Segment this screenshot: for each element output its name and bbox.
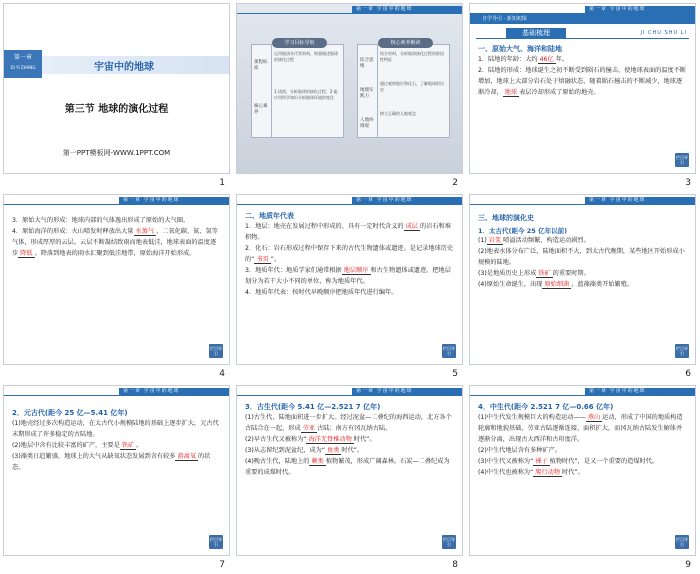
panel-text: 通过观察地层和化石，了解地球的历史 bbox=[380, 81, 444, 92]
paragraph bbox=[478, 235, 687, 246]
side-label: 核心素养 bbox=[254, 104, 268, 115]
text: (2)中生代地层含有多种矿产。 bbox=[478, 447, 562, 454]
text: (3)是地质历史上形成 bbox=[478, 270, 537, 277]
text: (2)早古生代又被称为“ bbox=[245, 436, 307, 443]
paragraph bbox=[12, 226, 221, 259]
text: 植物时代”，是又一个重要的造煤时代。 bbox=[549, 458, 659, 465]
panel-text: 运用地质年代等资料，简要描述地球的演化过程 bbox=[274, 51, 338, 62]
slide-7[interactable] bbox=[3, 385, 230, 556]
header-line bbox=[237, 13, 462, 14]
nav-corner-button[interactable]: 栏目导引 bbox=[210, 537, 222, 547]
slide-thumbnail-8[interactable] bbox=[233, 382, 466, 573]
slide-thumbnail-1[interactable] bbox=[0, 0, 233, 191]
slide-number: 1 bbox=[219, 178, 225, 188]
slide-number: 6 bbox=[685, 369, 691, 379]
paragraph bbox=[245, 456, 454, 478]
slide-8[interactable] bbox=[236, 385, 463, 556]
slide-thumbnail-9[interactable] bbox=[466, 382, 699, 573]
paragraph bbox=[245, 265, 454, 287]
section-tab: 自学导引 · 新知初探 bbox=[482, 16, 527, 22]
core-literacy-panel bbox=[357, 40, 450, 138]
slide-1[interactable] bbox=[3, 3, 230, 174]
paragraph bbox=[478, 54, 687, 65]
slide-thumbnail-6[interactable] bbox=[466, 191, 699, 382]
answer-blank: 爬行动物 bbox=[535, 469, 561, 476]
slide-content bbox=[478, 44, 687, 98]
slide-thumbnail-7[interactable] bbox=[0, 382, 233, 573]
slide-thumbnail-4[interactable] bbox=[0, 191, 233, 382]
text: 的岩石和堆积物。 bbox=[245, 223, 451, 241]
side-label: 地理实践力 bbox=[360, 88, 374, 99]
header-line bbox=[237, 204, 462, 205]
answer-blank: 降低 bbox=[20, 250, 33, 257]
panel-body bbox=[274, 51, 340, 101]
subsection-label: 基础梳理 bbox=[506, 28, 566, 39]
text: (4)中生代也被称为“ bbox=[478, 469, 534, 476]
header-bar: 第一章 宇宙中的地球 bbox=[585, 6, 695, 13]
slide-6[interactable] bbox=[469, 194, 696, 365]
slide-header bbox=[4, 386, 229, 396]
text: 的状态。 bbox=[12, 453, 211, 471]
subsection-line bbox=[476, 38, 689, 39]
answer-blank: 蕨类 bbox=[311, 458, 324, 465]
text: (1)中生代发生规模巨大的构造运动—— bbox=[478, 414, 586, 421]
subsection-heading: 4．中生代(距今 2.521 7 亿—0.66 亿年) bbox=[478, 403, 614, 411]
nav-corner-button[interactable]: 栏目导引 bbox=[443, 346, 455, 356]
nav-corner-button[interactable]: 栏目导引 bbox=[676, 537, 688, 547]
text: (3)藻类日趋繁盛，地球上的大气从缺氧状态发展到含有较多 bbox=[12, 453, 176, 460]
text: (2)地层中含有比较丰富的矿产，主要是 bbox=[12, 442, 120, 449]
nav-corner-button[interactable]: 栏目导引 bbox=[443, 537, 455, 547]
answer-blank: 铁矿 bbox=[538, 270, 551, 277]
section-heading: 二、地质年代表 bbox=[245, 212, 294, 220]
header-line bbox=[470, 395, 695, 396]
slide-header bbox=[237, 386, 462, 396]
section-heading: 三、地球的演化史 bbox=[478, 214, 534, 222]
badge-line-1: 第一章 bbox=[13, 54, 32, 61]
header-bar: 第一章 宇宙中的地球 bbox=[352, 6, 462, 13]
slide-content bbox=[478, 213, 687, 290]
text: 植物繁茂，形成广阔森林。石炭—二叠纪成为重要的成煤时代。 bbox=[245, 458, 450, 476]
slide-header bbox=[237, 195, 462, 205]
slide-number: 3 bbox=[685, 178, 691, 188]
panel-body bbox=[380, 51, 446, 117]
slide-number: 8 bbox=[452, 560, 458, 570]
text: 时代”。 bbox=[341, 447, 364, 454]
paragraph bbox=[245, 445, 454, 456]
panel-side bbox=[252, 45, 272, 137]
slide-5[interactable] bbox=[236, 194, 463, 365]
text: 4．原始海洋的形成：火山喷发时释放出大量 bbox=[12, 228, 134, 235]
slide-thumbnail-5[interactable] bbox=[233, 191, 466, 382]
header-bar: 第一章 宇宙中的地球 bbox=[585, 197, 695, 204]
slide-header bbox=[237, 4, 462, 14]
text: 。 bbox=[136, 442, 143, 449]
text: (4)原始生命诞生，出现 bbox=[478, 281, 543, 288]
subsection-pinyin: JI CHU SHU LI bbox=[640, 30, 687, 36]
section-heading: 一、原始大气、海洋和陆地 bbox=[478, 45, 562, 53]
text: 和古生物遗体或遗迹，把地层划分为若干大小不同的单位，称为地质年代。 bbox=[245, 267, 451, 285]
header-line bbox=[4, 395, 229, 396]
answer-blank: 水蒸气 bbox=[135, 228, 155, 235]
side-label: 综合思维 bbox=[360, 58, 374, 69]
text: (2)地表水体分布广泛，陆地面积不大，到太古代晚期，某些地区开始形成小规模的陆地。 bbox=[478, 248, 685, 266]
panel-text: 1.读图，分析地球的演化过程；2.能应用所学知识分析地球环境的变化 bbox=[274, 89, 338, 100]
panel-side bbox=[358, 45, 378, 137]
answer-blank: 原始细菌 bbox=[544, 281, 570, 288]
text: 时代”。 bbox=[353, 436, 376, 443]
panel-heading: 核心素养解读 bbox=[378, 38, 433, 48]
slide-number: 9 bbox=[685, 560, 691, 570]
slide-header bbox=[4, 195, 229, 205]
paragraph bbox=[245, 243, 454, 265]
text: 年。 bbox=[555, 56, 569, 63]
slide-content bbox=[478, 402, 687, 478]
text: 、二氧化碳、氮、氢等气体，形成厚厚的云层。云层不断凝结致雨而地表低洼，地球表面的温度逐步 bbox=[12, 228, 218, 257]
text: 1．陆地的年龄：大约 bbox=[478, 56, 538, 63]
text: (1) bbox=[478, 237, 487, 244]
side-label: 人地协调观 bbox=[360, 118, 374, 129]
text: ”。 bbox=[270, 256, 281, 263]
text: 古陆；南方有冈瓦纳古陆。 bbox=[317, 425, 392, 432]
paragraph bbox=[478, 268, 687, 279]
slide-2[interactable] bbox=[236, 3, 463, 174]
answer-blank: 裸子 bbox=[535, 458, 548, 465]
subsection-heading: 1．太古代(距今 25 亿年以前) bbox=[478, 227, 568, 235]
answer-blank: 游离氧 bbox=[177, 453, 197, 460]
slide-content bbox=[12, 408, 221, 473]
paragraph bbox=[478, 456, 687, 467]
text: (3)中生代又被称为“ bbox=[478, 458, 534, 465]
paragraph bbox=[478, 412, 687, 445]
paragraph bbox=[478, 467, 687, 478]
slide-header bbox=[470, 386, 695, 396]
text: 表层冷却形成了原始的地壳。 bbox=[519, 89, 600, 96]
paragraph bbox=[245, 434, 454, 445]
slide-header bbox=[470, 4, 695, 14]
text: 运动，形成了中国的地质构造轮廓和地貌基础，劳亚古陆逐渐连接，面积扩大，而冈瓦纳古陆发生解体并逐渐分离，出现古大西洋和古印度洋。 bbox=[478, 414, 683, 443]
slide-thumbnail-3[interactable] bbox=[466, 0, 699, 191]
header-line bbox=[237, 395, 462, 396]
panel-text: 树立正确的人地观念 bbox=[380, 111, 416, 116]
paragraph bbox=[12, 451, 221, 473]
subsection-heading: 2．元古代(距今 25 亿—5.41 亿年) bbox=[12, 409, 128, 417]
side-label: 课程标准 bbox=[254, 60, 268, 71]
slide-subtitle: 第一PPT模板网-WWW.1PPT.COM bbox=[62, 149, 171, 157]
answer-blank: 鱼类 bbox=[327, 447, 340, 454]
header-line bbox=[470, 204, 695, 205]
slide-thumbnail-2[interactable] bbox=[233, 0, 466, 191]
header-bar: 第一章 宇宙中的地球 bbox=[352, 197, 462, 204]
header-line bbox=[4, 204, 229, 205]
answer-blank: 成层 bbox=[405, 223, 418, 230]
text: ，蓝藻藻类开始繁殖。 bbox=[571, 281, 634, 288]
text: 4．地质年代表：按时代早晚顺序把地质年代进行编年。 bbox=[245, 289, 398, 296]
text: 。降落到地表的雨水汇聚到低洼地带，原始海洋开始形成。 bbox=[34, 250, 196, 257]
answer-blank: 劳亚 bbox=[302, 425, 316, 432]
slide-content bbox=[12, 215, 221, 259]
nav-corner-button[interactable]: 栏目导引 bbox=[210, 346, 222, 356]
nav-corner-button[interactable]: 栏目导引 bbox=[676, 155, 688, 165]
text: 3．原始大气的形成：地球内部的气体逸出形成了原始的大气圈。 bbox=[12, 217, 190, 224]
answer-blank: 燕山 bbox=[587, 414, 601, 421]
slide-number: 7 bbox=[219, 560, 225, 570]
slide-number: 2 bbox=[452, 178, 458, 188]
answer-blank: 铁矿 bbox=[121, 442, 135, 449]
nav-corner-button[interactable]: 栏目导引 bbox=[676, 346, 688, 356]
answer-blank: 地球 bbox=[504, 89, 518, 96]
header-bar: 第一章 宇宙中的地球 bbox=[585, 388, 695, 395]
panel-heading: 学习目标导航 bbox=[272, 38, 327, 48]
answer-blank: 书页 bbox=[256, 256, 269, 263]
slide-number: 5 bbox=[452, 369, 458, 379]
paragraph bbox=[245, 412, 454, 434]
header-bar: 第一章 宇宙中的地球 bbox=[119, 388, 229, 395]
panel-text: 结合材料，分析地球演化过程的阶段性特征 bbox=[380, 51, 444, 62]
text: 1．地层：地壳在发展过程中形成的、具有一定时代含义的 bbox=[245, 223, 404, 230]
section-tab-bar bbox=[470, 14, 695, 24]
paragraph bbox=[478, 445, 687, 456]
paragraph bbox=[478, 279, 687, 290]
answer-blank: 46亿 bbox=[539, 56, 554, 63]
text: 3．地质年代：地质学家们通常根据 bbox=[245, 267, 342, 274]
answer-blank: 岩浆 bbox=[488, 237, 502, 244]
slide-content bbox=[245, 211, 454, 298]
paragraph bbox=[245, 221, 454, 243]
badge-line-2: DI YI ZHANG bbox=[10, 65, 36, 70]
slide-3[interactable] bbox=[469, 3, 696, 174]
text: (4)晚古生代，陆地上的 bbox=[245, 458, 310, 465]
slide-9[interactable] bbox=[469, 385, 696, 556]
learning-goals-panel bbox=[251, 40, 344, 138]
slide-number: 4 bbox=[219, 369, 225, 379]
paragraph bbox=[478, 65, 687, 98]
paragraph bbox=[245, 287, 454, 298]
header-bar: 第一章 宇宙中的地球 bbox=[119, 197, 229, 204]
slide-4[interactable] bbox=[3, 194, 230, 365]
text: 时代”。 bbox=[562, 469, 584, 476]
paragraph bbox=[478, 246, 687, 268]
slide-header bbox=[470, 195, 695, 205]
paragraph bbox=[12, 418, 221, 440]
text: (1)地壳经过多次构造运动，在太古代小规模陆地的基础上逐步扩大，元古代末期形成了许多稳定的古陆地。 bbox=[12, 420, 219, 438]
header-bar: 第一章 宇宙中的地球 bbox=[352, 388, 462, 395]
chapter-title: 宇宙中的地球 bbox=[94, 62, 154, 73]
text: 2．陆地的形成：地球诞生之初不断受到陨石的撞击，使地球表面的温度不断增加，地球上大部分岩石处于熔融状态，随着陨石撞击的不断减少，地球逐渐冷却， bbox=[478, 67, 687, 96]
text: (3)从志留纪到泥盆纪，成为“ bbox=[245, 447, 326, 454]
text: 2．化石：岩石形成过程中保存下来的古代生物遗体或遗迹。是记录地球历史的“ bbox=[245, 245, 454, 263]
text: (1)古生代，陆地面积进一步扩大。经过泥盆—二叠纪的海西运动，北方各个古陆合在一起，形成 bbox=[245, 414, 452, 432]
paragraph bbox=[12, 215, 221, 226]
slide-content bbox=[245, 402, 454, 478]
paragraph bbox=[12, 440, 221, 451]
answer-blank: 地层顺序 bbox=[343, 267, 369, 274]
text: 喷溢活动频繁，构造运动剧烈。 bbox=[503, 237, 590, 244]
subsection-heading: 3．古生代(距今 5.41 亿—2.521 7 亿年) bbox=[245, 403, 381, 411]
text: 的重要时期。 bbox=[552, 270, 590, 277]
answer-blank: 海洋无脊椎动物 bbox=[308, 436, 352, 443]
slide-title: 第三节 地球的演化过程 bbox=[64, 104, 169, 115]
chapter-badge bbox=[4, 50, 42, 78]
